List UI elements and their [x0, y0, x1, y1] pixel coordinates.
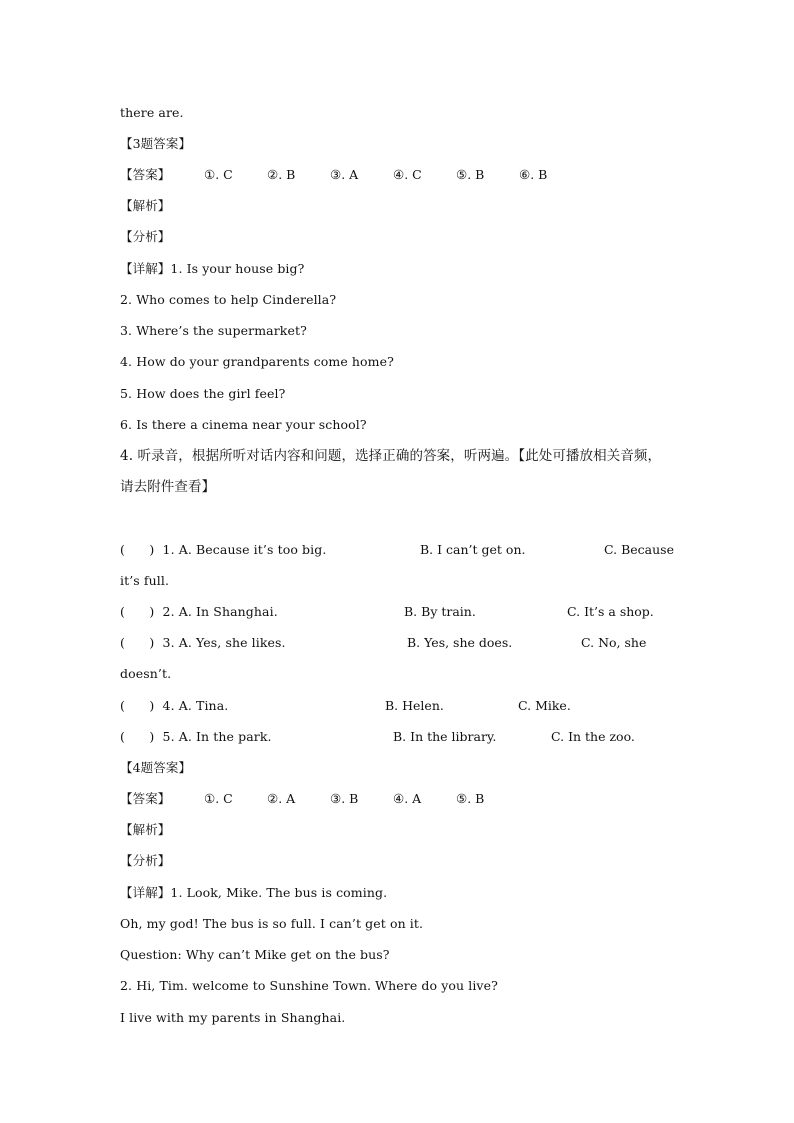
option-c: C. In the zoo.	[551, 729, 635, 744]
detail-line: I live with my parents in Shanghai.	[120, 1010, 346, 1025]
question-instruction: 4. 听录音，根据所听对话内容和问题，选择正确的答案，听两遍。【此处可播放相关音频，	[120, 448, 662, 464]
detail-line: 【详解】1. Look, Mike. The bus is coming.	[120, 885, 388, 900]
detail-line: 【详解】1. Is your house big?	[120, 261, 305, 276]
option-c: C. Because	[604, 542, 674, 557]
answer-item: ②. B	[267, 167, 296, 182]
fenxi-label: 【分析】	[120, 853, 171, 868]
answer-item: ①. C	[204, 167, 233, 182]
question-wrap: doesn’t.	[120, 666, 172, 681]
question-item: ( ) 2. A. In Shanghai.	[120, 604, 278, 619]
answer-label-4: 【答案】	[120, 791, 171, 806]
answer-item: ⑥. B	[519, 167, 548, 182]
answer-item: ③. A	[330, 167, 359, 182]
detail-line: 4. How do your grandparents come home?	[120, 354, 394, 369]
option-c: C. It’s a shop.	[567, 604, 654, 619]
question-item: ( ) 4. A. Tina.	[120, 698, 229, 713]
option-b: B. By train.	[404, 604, 476, 619]
detail-line: 6. Is there a cinema near your school?	[120, 417, 367, 432]
detail-line: 2. Who comes to help Cinderella?	[120, 292, 337, 307]
answer-header-3: 【3题答案】	[120, 136, 192, 151]
question-item: ( ) 3. A. Yes, she likes.	[120, 635, 286, 650]
option-b: B. I can’t get on.	[420, 542, 526, 557]
answer-item: ①. C	[204, 791, 233, 806]
answer-label-3: 【答案】	[120, 167, 171, 182]
detail-line: 3. Where’s the supermarket?	[120, 323, 307, 338]
option-b: B. In the library.	[393, 729, 497, 744]
detail-line: Question: Why can’t Mike get on the bus?	[120, 947, 390, 962]
option-c: C. Mike.	[518, 698, 571, 713]
answer-header-4: 【4题答案】	[120, 760, 192, 775]
question-item: ( ) 5. A. In the park.	[120, 729, 272, 744]
analysis-label: 【解析】	[120, 198, 171, 213]
answer-item: ④. A	[393, 791, 422, 806]
question-instruction-cont: 请去附件查看】	[120, 479, 216, 495]
text-line: there are.	[120, 105, 184, 120]
answer-item: ②. A	[267, 791, 296, 806]
option-c: C. No, she	[581, 635, 647, 650]
detail-line: Oh, my god! The bus is so full. I can’t get on it.	[120, 916, 424, 931]
question-wrap: it’s full.	[120, 573, 170, 588]
option-b: B. Yes, she does.	[407, 635, 513, 650]
question-item: ( ) 1. A. Because it’s too big.	[120, 542, 327, 557]
answer-item: ③. B	[330, 791, 359, 806]
option-b: B. Helen.	[385, 698, 444, 713]
answer-item: ④. C	[393, 167, 422, 182]
analysis-label: 【解析】	[120, 822, 171, 837]
fenxi-label: 【分析】	[120, 229, 171, 244]
answer-item: ⑤. B	[456, 791, 485, 806]
detail-line: 5. How does the girl feel?	[120, 386, 286, 401]
detail-line: 2. Hi, Tim. welcome to Sunshine Town. Where do you live?	[120, 978, 498, 993]
answer-item: ⑤. B	[456, 167, 485, 182]
